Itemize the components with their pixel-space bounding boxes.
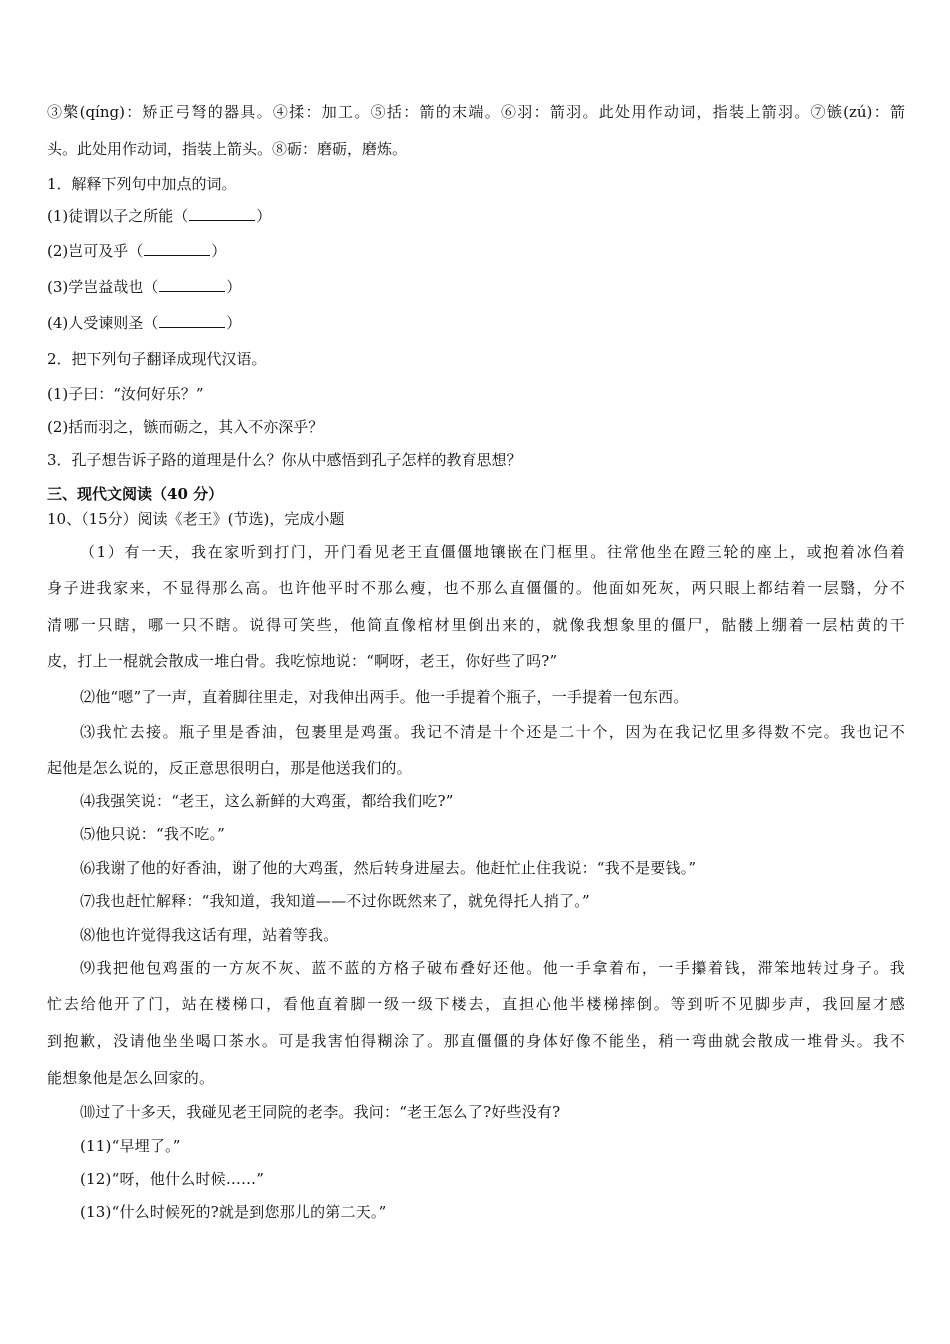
passage-line: (11)“早埋了。” bbox=[80, 1137, 181, 1155]
passage-line: ⑸他只说：“我不吃。” bbox=[80, 825, 226, 843]
question-10-title: 10、（15分）阅读《老王》(节选)，完成小题 bbox=[47, 510, 345, 528]
question-1-item: (4)人受谏则圣（ ） bbox=[47, 314, 242, 332]
passage-line: ⑹我谢了他的好香油，谢了他的大鸡蛋，然后转身进屋去。他赶忙止住我说：“我不是要钱。” bbox=[80, 859, 697, 877]
passage-line: 到抱歉，没请他坐坐喝口茶水。可是我害怕得糊涂了。那直僵僵的身体好像不能坐，稍一弯曲就会散成一堆骨头。我不 bbox=[47, 1032, 905, 1050]
passage-line: ⑶我忙去接。瓶子里是香油，包裹里是鸡蛋。我记不清是十个还是二十个，因为在我记忆里多得数不完。我也记不 bbox=[80, 723, 905, 741]
passage-line: ⑻他也许觉得我这话有理，站着等我。 bbox=[80, 926, 339, 944]
passage-line: ⑽过了十多天，我碰见老王同院的老李。我问：“老王怎么了?好些没有? bbox=[80, 1103, 561, 1121]
question-1-title: 1．解释下列句中加点的词。 bbox=[47, 175, 237, 193]
question-3: 3．孔子想告诉子路的道理是什么？你从中感悟到孔子怎样的教育思想？ bbox=[47, 451, 522, 469]
passage-line: 能想象他是怎么回家的。 bbox=[47, 1069, 215, 1087]
answer-blank[interactable] bbox=[159, 277, 225, 292]
passage-line: 清哪一只瞎，哪一只不瞎。说得可笑些，他简直像棺材里倒出来的，就像我想象里的僵尸，骷髅上绷着一层枯黄的干 bbox=[47, 616, 905, 634]
notes-line-1: ③檠(qíng)：矫正弓弩的器具。④揉：加工。⑤括：箭的末端。⑥羽：箭羽。此处用作动词，指装上箭羽。⑦镞(zú)：箭 bbox=[47, 103, 905, 121]
notes-line-2: 头。此处用作动词，指装上箭头。⑧砺：磨砺，磨炼。 bbox=[47, 140, 408, 158]
answer-blank[interactable] bbox=[159, 313, 225, 328]
answer-blank[interactable] bbox=[144, 241, 210, 256]
passage-line: (13)“什么时候死的?就是到您那儿的第二天。” bbox=[80, 1203, 387, 1221]
question-2-item: (1)子曰：“汝何好乐？” bbox=[47, 385, 204, 403]
passage-line: （1）有一天，我在家听到打门，开门看见老王直僵僵地镶嵌在门框里。往常他坐在蹬三轮的座上，或抱着冰㑇着 bbox=[80, 543, 905, 561]
passage-line: ⑷我强笑说：“老王，这么新鲜的大鸡蛋，都给我们吃?” bbox=[80, 792, 454, 810]
answer-blank[interactable] bbox=[189, 206, 255, 221]
passage-line: 皮，打上一棍就会散成一堆白骨。我吃惊地说：“啊呀，老王，你好些了吗?” bbox=[47, 652, 558, 670]
passage-line: 忙去给他开了门，站在楼梯口，看他直着脚一级一级下楼去，直担心他半楼梯摔倒。等到听不见脚步声，我回屋才感 bbox=[47, 995, 905, 1013]
question-1-item: (2)岂可及乎（ ） bbox=[47, 242, 227, 260]
passage-line: ⑵他“嗯”了一声，直着脚往里走，对我伸出两手。他一手提着个瓶子，一手提着一包东西。 bbox=[80, 688, 689, 706]
passage-line: (12)“呀，他什么时候……” bbox=[80, 1170, 265, 1188]
question-1-item: (1)徒谓以子之所能（ ） bbox=[47, 207, 272, 225]
question-2-title: 2．把下列句子翻译成现代汉语。 bbox=[47, 350, 267, 368]
question-1-item: (3)学岂益哉也（ ） bbox=[47, 278, 242, 296]
passage-line: 起他是怎么说的，反正意思很明白，那是他送我们的。 bbox=[47, 759, 412, 777]
passage-line: ⑼我把他包鸡蛋的一方灰不灰、蓝不蓝的方格子破布叠好还他。他一手拿着布，一手攥着钱，滞笨地转过身子。我 bbox=[80, 959, 905, 977]
passage-line: 身子进我家来，不显得那么高。也许他平时不那么瘦，也不那么直僵僵的。他面如死灰，两只眼上都结着一层翳，分不 bbox=[47, 579, 905, 597]
passage-line: ⑺我也赶忙解释：“我知道，我知道——不过你既然来了，就免得托人捎了。” bbox=[80, 892, 590, 910]
section-heading: 三、现代文阅读（40 分） bbox=[47, 485, 224, 503]
question-2-item: (2)括而羽之，镞而砺之，其入不亦深乎？ bbox=[47, 418, 324, 436]
